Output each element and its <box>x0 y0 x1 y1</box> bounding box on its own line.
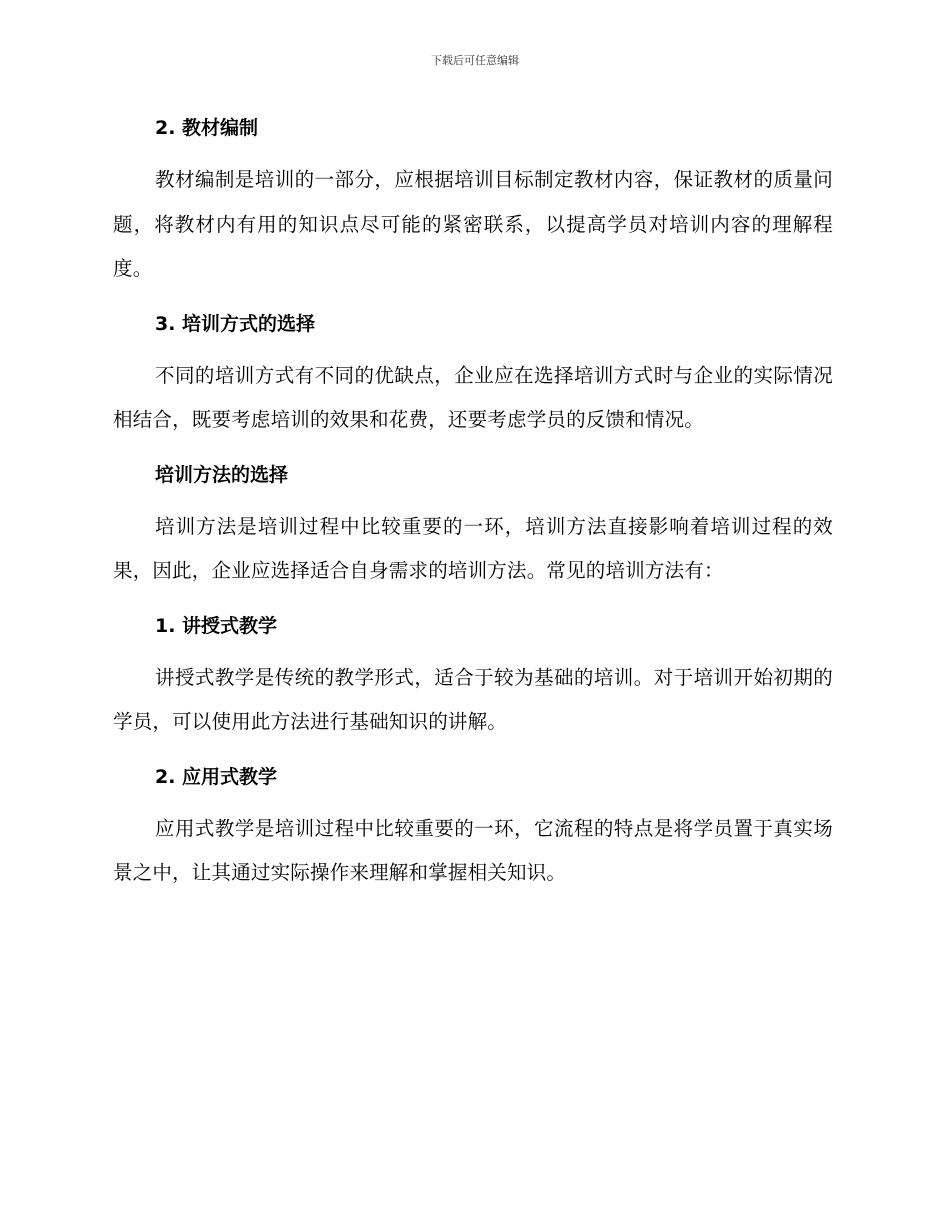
section-heading-training-mode: 3. 培训方式的选择 <box>155 312 316 335</box>
section-paragraph-lecture: 讲授式教学是传统的教学形式，适合于较为基础的培训。对于培训开始初期的学员，可以使用此方法进行基础知识的讲解。 <box>113 665 833 733</box>
section-paragraph-training-mode: 不同的培训方式有不同的优缺点，企业应在选择培训方式时与企业的实际情况相结合，既要考虑培训的效果和花费，还要考虑学员的反馈和情况。 <box>113 363 833 431</box>
section-heading-applied: 2. 应用式教学 <box>155 765 278 788</box>
document-body <box>113 112 833 896</box>
header-note: 下载后可任意编辑 <box>431 54 519 67</box>
section-heading-training-method: 培训方法的选择 <box>155 463 289 486</box>
section-paragraph-applied: 应用式教学是培训过程中比较重要的一环，它流程的特点是将学员置于真实场景之中，让其通过实际操作来理解和掌握相关知识。 <box>113 816 833 884</box>
section-heading-lecture: 1. 讲授式教学 <box>155 614 278 637</box>
section-paragraph-materials: 教材编制是培训的一部分，应根据培训目标制定教材内容，保证教材的质量问题，将教材内有用的知识点尽可能的紧密联系，以提高学员对培训内容的理解程度。 <box>113 168 833 280</box>
section-heading-materials: 2. 教材编制 <box>155 117 259 139</box>
section-paragraph-training-method: 培训方法是培训过程中比较重要的一环，培训方法直接影响着培训过程的效果，因此，企业应选择适合自身需求的培训方法。常见的培训方法有： <box>113 514 833 582</box>
